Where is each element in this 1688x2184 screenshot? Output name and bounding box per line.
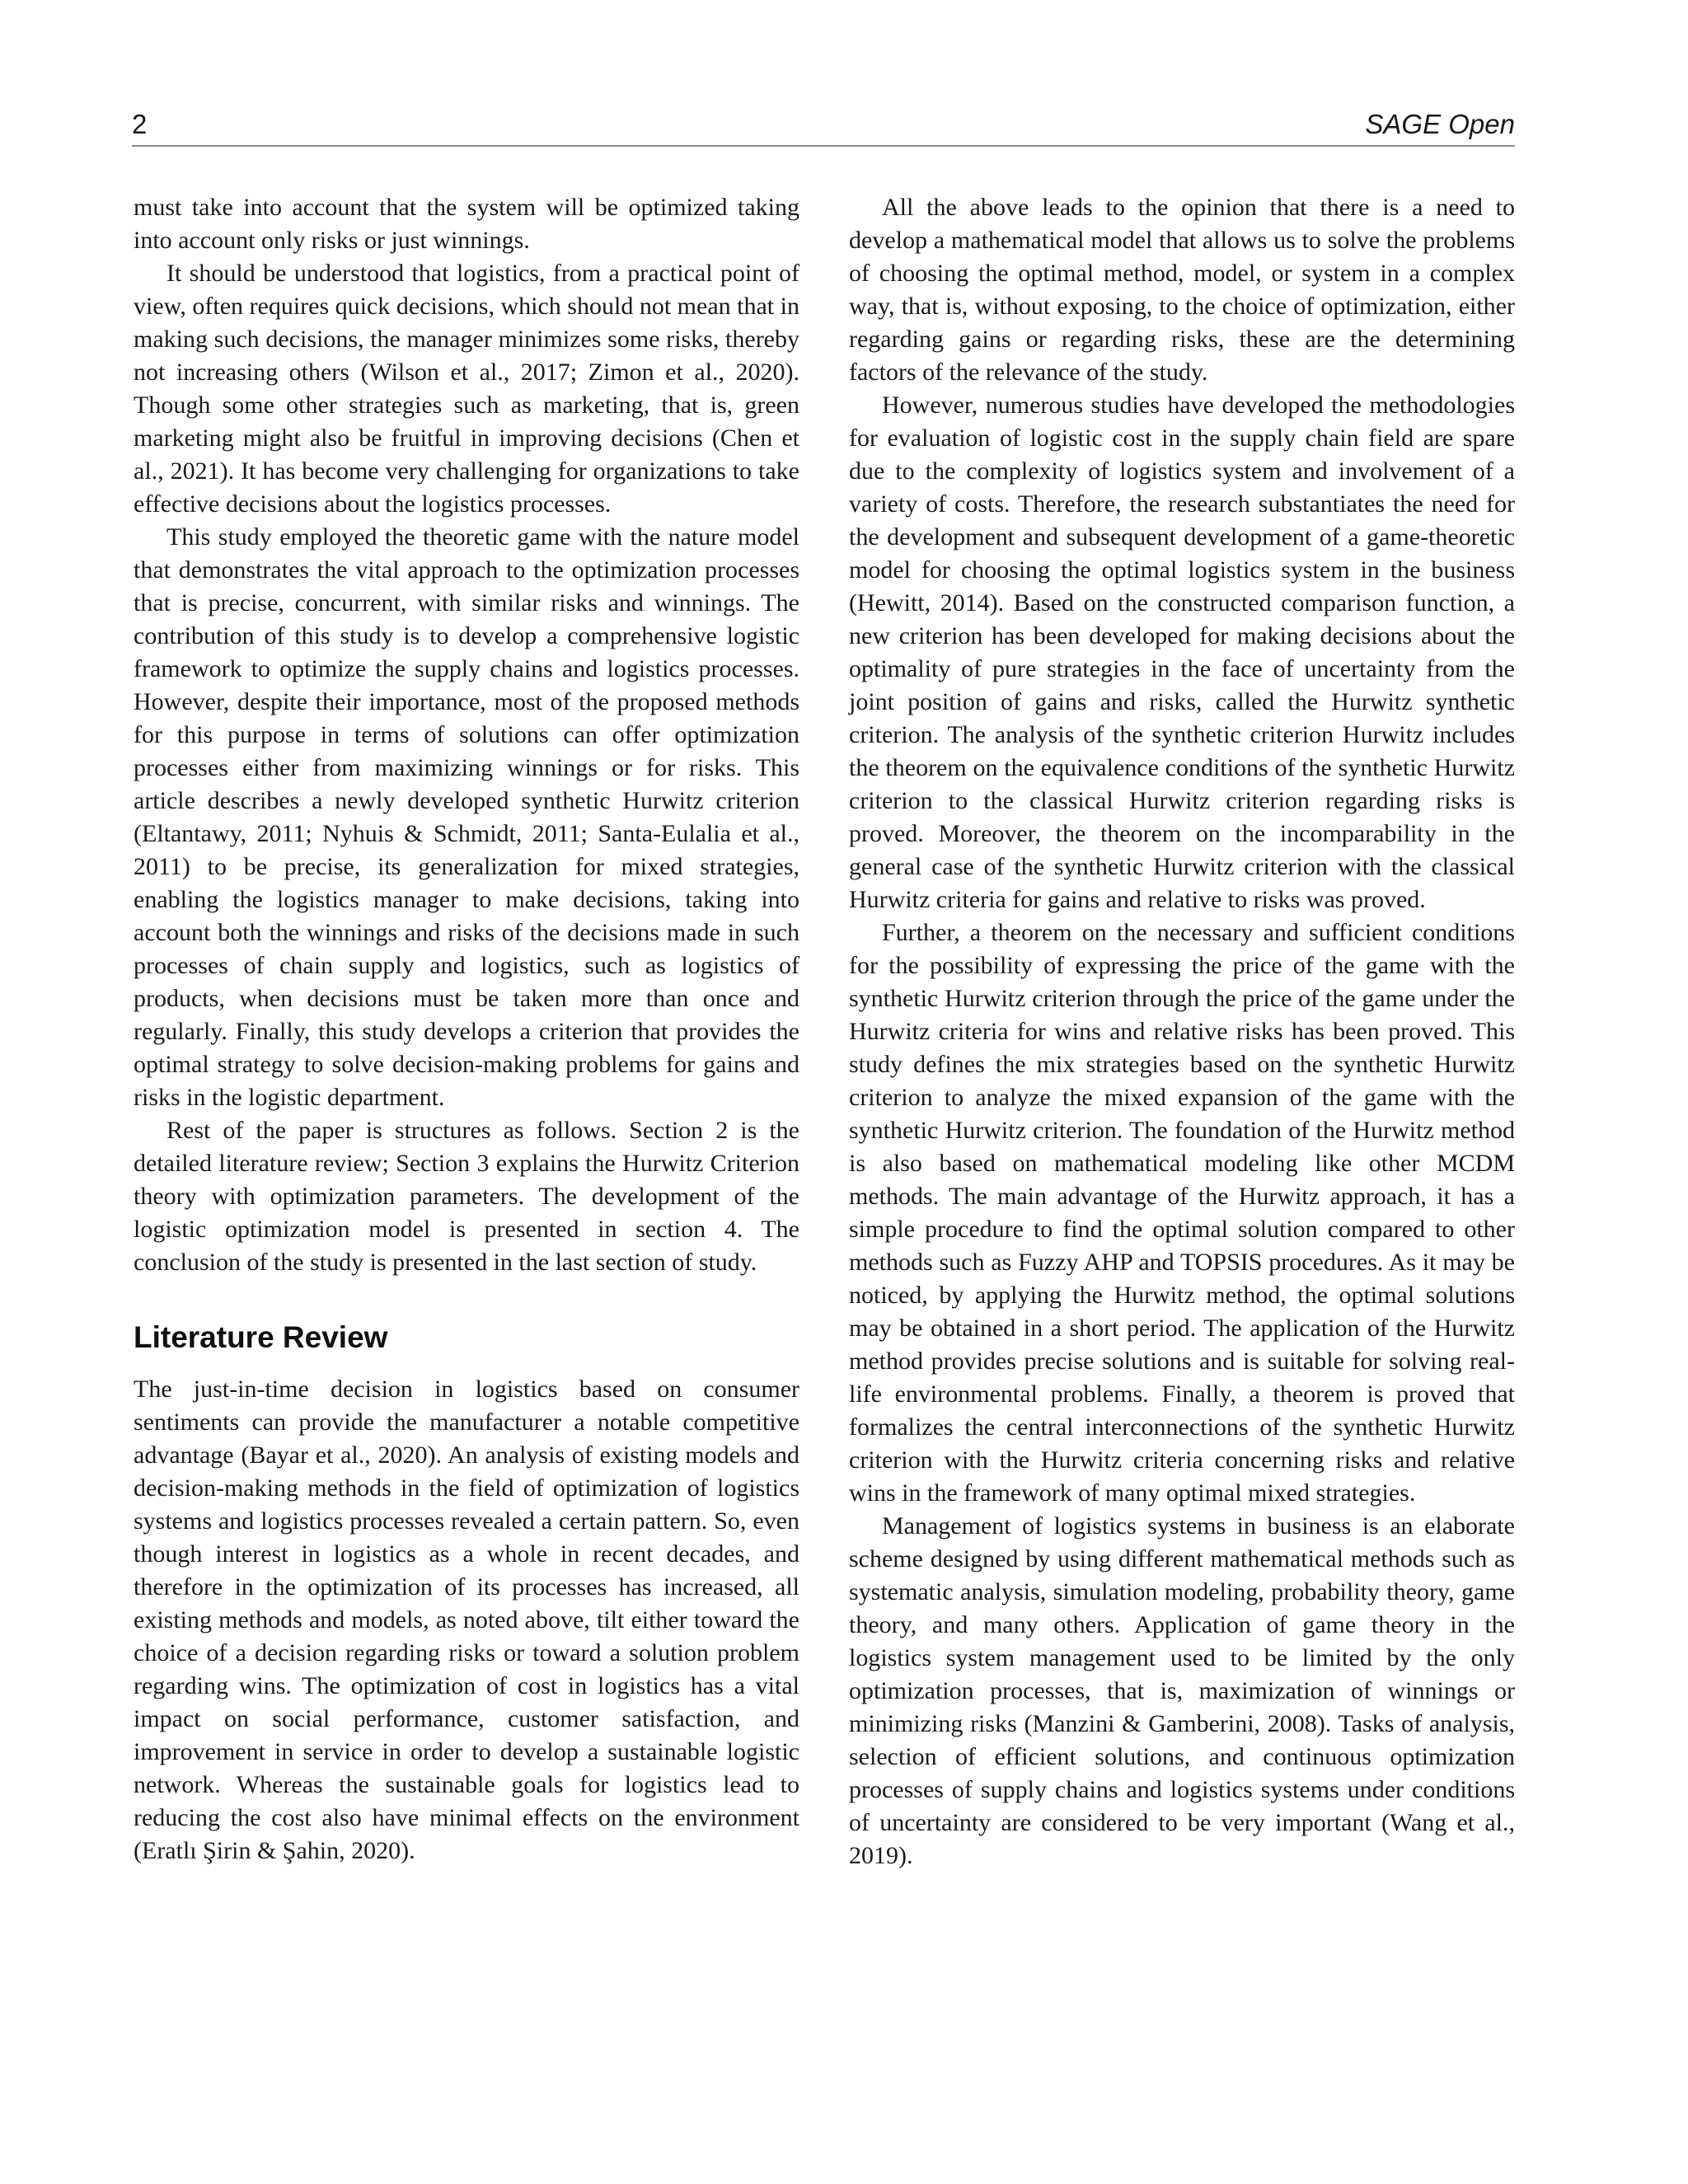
body-paragraph: The just-in-time decision in logistics based on consumer sentiments can provide the manufacturer a notable competitive advantage (Bayar et al., 2020). An analysis of existing models and decision-making methods in the field of optimization of logistics systems and logistics processes revealed a certain pattern. So, even though interest in logistics as a whole in recent decades, and therefore in the optimization of its processes has increased, all existing methods and models, as noted above, tilt either toward the choice of a decision regarding risks or toward a solution problem regarding wins. The optimization of cost in logistics has a vital impact on social performance, customer satisfaction, and improvement in service in order to develop a sustainable logistic network. Whereas the sustainable goals for logistics lead to reducing the cost also have minimal effects on the environment (Eratlı Şirin & Şahin, 2020). [134, 1376, 799, 1864]
body-paragraph: However, numerous studies have developed the methodologies for evaluation of logistic cost in the supply chain field are spare due to the complexity of logistics system and involvement of a variety of costs. Therefore, the research substantiates the need for the development and subsequent development of a game-theoretic model for choosing the optimal logistics system in the business (Hewitt, 2014). Based on the constructed comparison function, a new criterion has been developed for making decisions about the optimality of pure strategies in the face of uncertainty from the joint position of gains and risks, called the Hurwitz synthetic criterion. The analysis of the synthetic criterion Hurwitz includes the theorem on the equivalence conditions of the synthetic Hurwitz criterion to the classical Hurwitz criterion regarding risks is proved. Moreover, the theorem on the incomparability in the general case of the synthetic Hurwitz criterion with the classical Hurwitz criteria for gains and relative to risks was proved. [849, 391, 1515, 913]
right-column [849, 191, 1515, 1872]
body-paragraph: Management of logistics systems in business is an elaborate scheme designed by using different mathematical methods such as systematic analysis, simulation modeling, probability theory, game theory, and many others. Application of game theory in the logistics system management used to be limited by the only optimization processes, that is, maximization of winnings or minimizing risks (Manzini & Gamberini, 2008). Tasks of analysis, selection of efficient solutions, and continuous optimization processes of supply chains and logistics systems under conditions of uncertainty are considered to be very important (Wang et al., 2019). [849, 1512, 1515, 1869]
left-column [134, 191, 799, 1868]
body-paragraph: This study employed the theoretic game with the nature model that demonstrates the vital approach to the optimization processes that is precise, concurrent, with similar risks and winnings. The contribution of this study is to develop a comprehensive logistic framework to optimize the supply chains and logistics processes. However, despite their importance, most of the proposed methods for this purpose in terms of solutions can offer optimization processes either from maximizing winnings or for risks. This article describes a newly developed synthetic Hurwitz criterion (Eltantawy, 2011; Nyhuis & Schmidt, 2011; Santa-Eulalia et al., 2011) to be precise, its generalization for mixed strategies, enabling the logistics manager to make decisions, taking into account both the winnings and risks of the decisions made in such processes of chain supply and logistics, such as logistics of products, when decisions must be taken more than once and regularly. Finally, this study develops a criterion that provides the optimal strategy to solve decision-making problems for gains and risks in the logistic department. [134, 523, 799, 1111]
body-paragraph: Further, a theorem on the necessary and sufficient conditions for the possibility of expressing the price of the game with the synthetic Hurwitz criterion through the price of the game under the Hurwitz criteria for wins and relative risks has been proved. This study defines the mix strategies based on the synthetic Hurwitz criterion to analyze the mixed expansion of the game with the synthetic Hurwitz criterion. The foundation of the Hurwitz method is also based on mathematical modeling like other MCDM methods. The main advantage of the Hurwitz approach, it has a simple procedure to find the optimal solution compared to other methods such as Fuzzy AHP and TOPSIS procedures. As it may be noticed, by applying the Hurwitz method, the optimal solutions may be obtained in a short period. The application of the Hurwitz method provides precise solutions and is suitable for solving real-life environmental problems. Finally, a theorem is proved that formalizes the central interconnections of the synthetic Hurwitz criterion with the Hurwitz criteria concerning risks and relative wins in the framework of many optimal mixed strategies. [849, 919, 1515, 1507]
body-paragraph: All the above leads to the opinion that there is a need to develop a mathematical model that allows us to solve the problems of choosing the optimal method, model, or system in a complex way, that is, without exposing, to the choice of optimization, either regarding gains or regarding risks, these are the determining factors of the relevance of the study. [849, 194, 1515, 386]
page-header [132, 105, 1515, 147]
page-number: 2 [132, 109, 148, 139]
body-paragraph: must take into account that the system will be optimized taking into account only risks or just winnings. [134, 194, 799, 254]
section-heading: Literature Review [134, 1320, 388, 1354]
journal-title: SAGE Open [1365, 109, 1515, 139]
body-paragraph: Rest of the paper is structures as follows. Section 2 is the detailed literature review; Section 3 explains the Hurwitz Criterion theory with optimization parameters. The development of the logistic optimization model is presented in section 4. The conclusion of the study is presented in the last section of study. [134, 1117, 799, 1276]
body-paragraph: It should be understood that logistics, from a practical point of view, often requires quick decisions, which should not mean that in making such decisions, the manager minimizes some risks, thereby not increasing others (Wilson et al., 2017; Zimon et al., 2020). Though some other strategies such as marketing, that is, green marketing might also be fruitful in improving decisions (Chen et al., 2021). It has become very challenging for organizations to take effective decisions about the logistics processes. [134, 260, 799, 518]
